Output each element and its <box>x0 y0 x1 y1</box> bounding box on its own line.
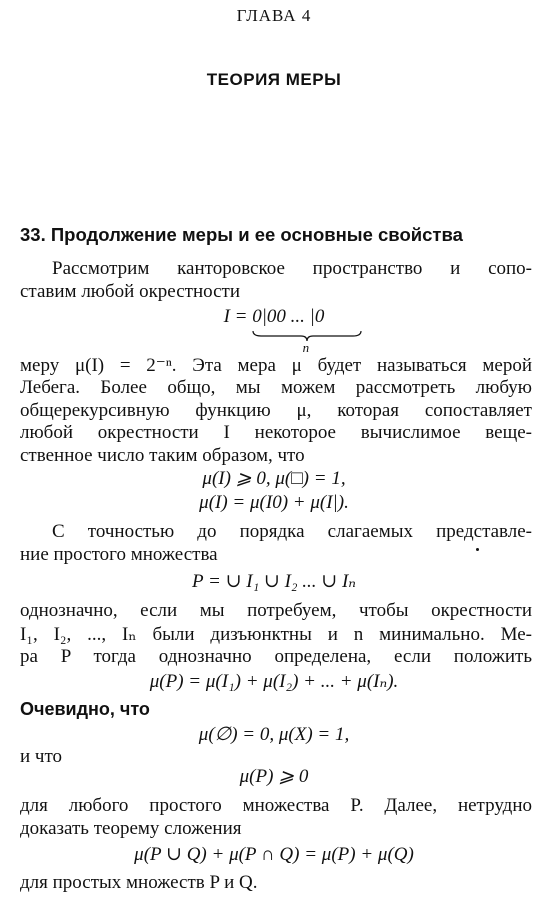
paragraph-line: однозначно, если мы потребуем, чтобы окрестности <box>20 600 532 621</box>
paragraph-line: I₁, I₂, ..., Iₙ были дизъюнктны и n минимально. Ме- <box>20 624 532 645</box>
chapter-number: ГЛАВА 4 <box>236 6 312 25</box>
formula-expression: I = 0|00 ... |0 n <box>224 306 325 328</box>
section-heading: 33. Продолжение меры и ее основные свойства <box>20 224 463 245</box>
paragraph-line: ра P тогда однозначно определена, если положить <box>20 646 532 667</box>
formula-simple-set: P = ∪ I₁ ∪ I₂ ... ∪ Iₙ <box>192 571 356 592</box>
paragraph-line: С точностью до порядка слагаемых представле- <box>52 521 532 542</box>
paragraph-line: Очевидно, что <box>20 699 150 719</box>
paragraph-line: Лебега. Более общо, мы можем рассмотреть любую <box>20 377 532 398</box>
paragraph-line: для простых множеств P и Q. <box>20 872 258 893</box>
formula-conditions-2: μ(I) = μ(I0) + μ(I|). <box>199 492 349 513</box>
formula-empty-whole: μ(∅) = 0, μ(X) = 1, <box>198 724 350 745</box>
underbrace-label: n <box>302 340 310 355</box>
formula-measure-sum: μ(P) = μ(I₁) + μ(I₂) + ... + μ(Iₙ). <box>149 671 399 692</box>
formula-addition-theorem: μ(P ∪ Q) + μ(P ∩ Q) = μ(P) + μ(Q) <box>134 844 414 865</box>
paragraph-line: любой окрестности I некоторое вычислимое веще- <box>20 422 532 443</box>
paragraph-line: Рассмотрим канторовское пространство и сопо- <box>52 258 532 279</box>
paragraph-line: общерекурсивную функцию μ, которая сопоставляет <box>20 400 532 421</box>
chapter-title: ТЕОРИЯ МЕРЫ <box>206 70 342 89</box>
paragraph-line: для любого простого множества P. Далее, нетрудно <box>20 795 532 816</box>
paragraph-line: ственное число таким образом, что <box>20 445 305 466</box>
paragraph-line: ние простого множества <box>20 544 218 565</box>
formula-neighborhood <box>0 306 548 355</box>
paragraph-line: и что <box>20 746 63 767</box>
paragraph-line: доказать теорему сложения <box>20 818 242 839</box>
ink-speck <box>476 548 479 551</box>
formula-conditions-1: μ(I) ⩾ 0, μ(□) = 1, <box>202 468 346 489</box>
paragraph-line: меру μ(I) = 2⁻ⁿ. Эта мера μ будет называться мерой <box>20 355 532 376</box>
paragraph-line: ставим любой окрестности <box>20 281 240 302</box>
formula-nonnegative: μ(P) ⩾ 0 <box>239 766 309 787</box>
